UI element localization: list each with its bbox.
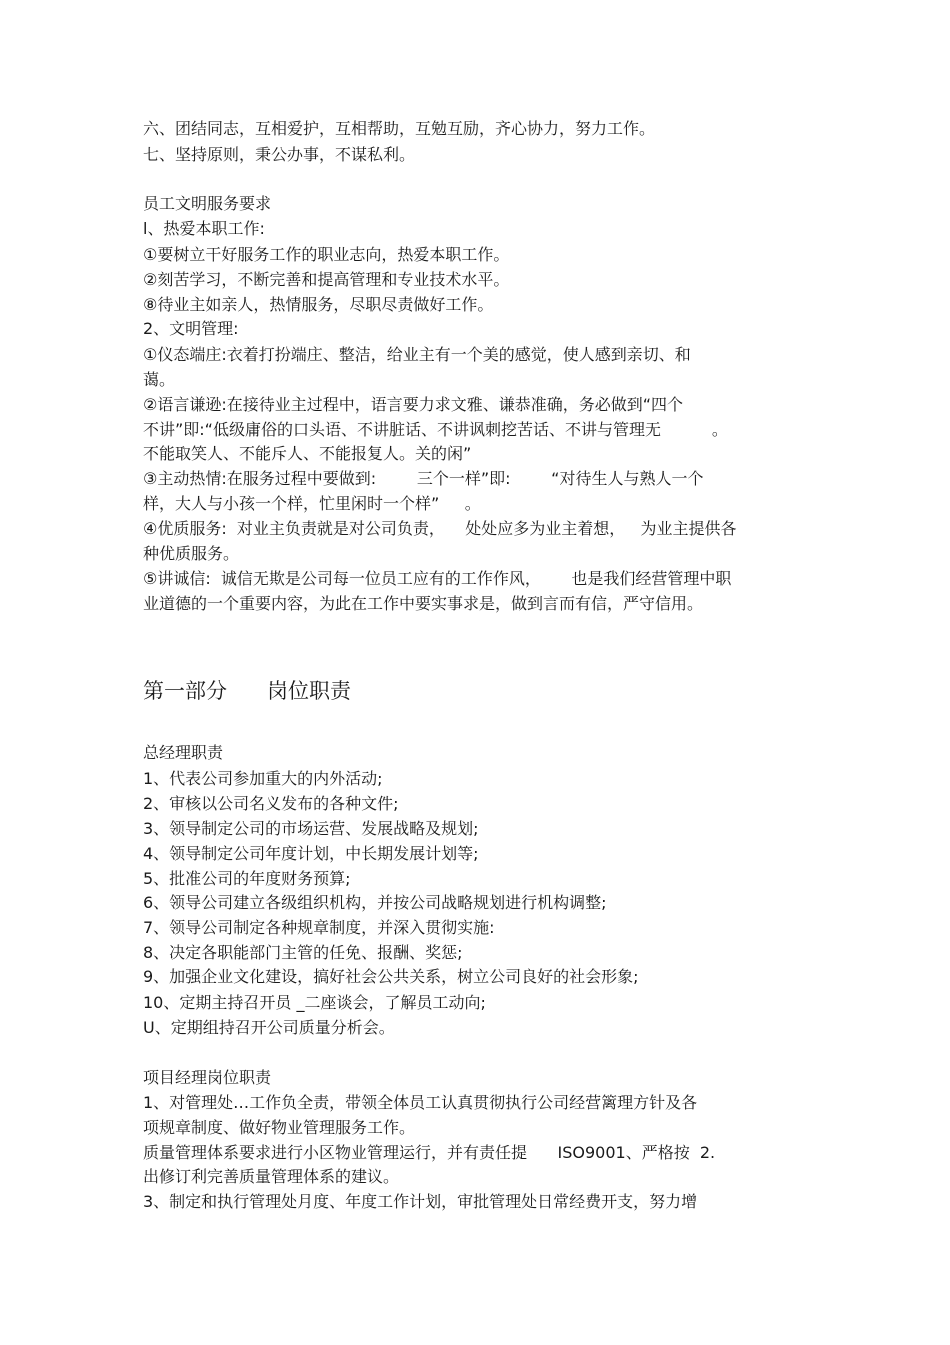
- pm-duty-line: 出修订利完善质量管理体系的建议。: [143, 1167, 400, 1186]
- civil-service-line: ④优质服务: 对业主负责就是对公司负责， 处处应多为业主着想， 为业主提供各: [143, 519, 737, 538]
- civil-service-line: 蔼。: [143, 370, 176, 389]
- pm-duty-line: 3、制定和执行管理处月度、年度工作计划，审批管理处日常经费开支，努力增: [143, 1192, 698, 1211]
- civil-service-line: 业道德的一个重要内容，为此在工作中要实事求是，做到言而有信，严守信用。: [143, 594, 704, 613]
- civil-service-line: 2、文明管理:: [143, 319, 239, 338]
- part-one-heading: 第一部分 岗位职责: [143, 679, 352, 703]
- gm-duty-item: 4、领导制定公司年度计划，中长期发展计划等;: [143, 844, 479, 863]
- civil-service-line: 不能取笑人、不能斥人、不能报复人。关的闲”: [143, 444, 472, 463]
- gm-duty-item: 2、审核以公司名义发布的各种文件;: [143, 794, 399, 813]
- civil-service-line: 不讲”即:“低级庸俗的口头语、不讲脏话、不讲讽刺挖苦话、不讲与管理无 。: [143, 420, 728, 439]
- gm-duty-item: 6、领导公司建立各级组织机构，并按公司战略规划进行机构调整;: [143, 893, 607, 912]
- civil-service-line: ①仪态端庄:衣着打扮端庄、整洁，给业主有一个美的感觉，使人感到亲切、和: [143, 345, 691, 364]
- pm-duty-line: 项规章制度、做好物业管理服务工作。: [143, 1118, 416, 1137]
- pm-duty-line: 质量管理体系要求进行小区物业管理运行，并有责任提 ISO9001、严格按 2.: [143, 1143, 716, 1162]
- civil-service-title: 员工文明服务要求: [143, 194, 272, 213]
- gm-duty-item: U、定期组持召开公司质量分析会。: [143, 1018, 395, 1037]
- civil-service-line: ⑤讲诚信: 诚信无欺是公司每一位员工应有的工作作风， 也是我们经营管理中职: [143, 569, 732, 588]
- civil-service-line: ⑧待业主如亲人，热情服务，尽职尽责做好工作。: [143, 295, 494, 314]
- gm-duty-item: 5、批准公司的年度财务预算;: [143, 869, 351, 888]
- gm-duty-item: 7、领导公司制定各种规章制度，并深入贯彻实施:: [143, 918, 495, 937]
- gm-duty-item: 10、定期主持召开员 _二座谈会，了解员工动向;: [143, 993, 486, 1012]
- civil-service-line: ①要树立干好服务工作的职业志向，热爱本职工作。: [143, 245, 510, 264]
- civil-service-line: ③主动热情:在服务过程中要做到: 三个一样”即: “对待生人与熟人一个: [143, 469, 704, 488]
- civil-service-line: 样，大人与小孩一个样，忙里闲时一个样” 。: [143, 494, 481, 513]
- intro-line-7: 七、坚持原则，秉公办事，不谋私利。: [143, 145, 416, 164]
- pm-duty-line: 1、对管理处…工作负全责，带领全体员工认真贯彻执行公司经营篱理方针及各: [143, 1093, 698, 1112]
- gm-duty-item: 8、决定各职能部门主管的任免、报酬、奖惩;: [143, 943, 463, 962]
- intro-line-6: 六、团结同志，互相爱护，互相帮助，互勉互励，齐心协力，努力工作。: [143, 119, 656, 138]
- gm-duties-title: 总经理职责: [143, 743, 224, 762]
- gm-duty-item: 9、加强企业文化建设，搞好社会公共关系，树立公司良好的社会形象;: [143, 967, 639, 986]
- gm-duty-item: 1、代表公司参加重大的内外活动;: [143, 769, 383, 788]
- gm-duty-item: 3、领导制定公司的市场运营、发展战略及规划;: [143, 819, 479, 838]
- civil-service-line: ②刻苦学习，不断完善和提高管理和专业技术水平。: [143, 270, 510, 289]
- civil-service-line: 种优质服务。: [143, 544, 240, 563]
- pm-duties-title: 项目经理岗位职责: [143, 1068, 272, 1087]
- civil-service-line: ②语言谦逊:在接待业主过程中，语言要力求文雅、谦恭准确，务必做到“四个: [143, 395, 684, 414]
- civil-service-line: l、热爱本职工作:: [143, 219, 265, 238]
